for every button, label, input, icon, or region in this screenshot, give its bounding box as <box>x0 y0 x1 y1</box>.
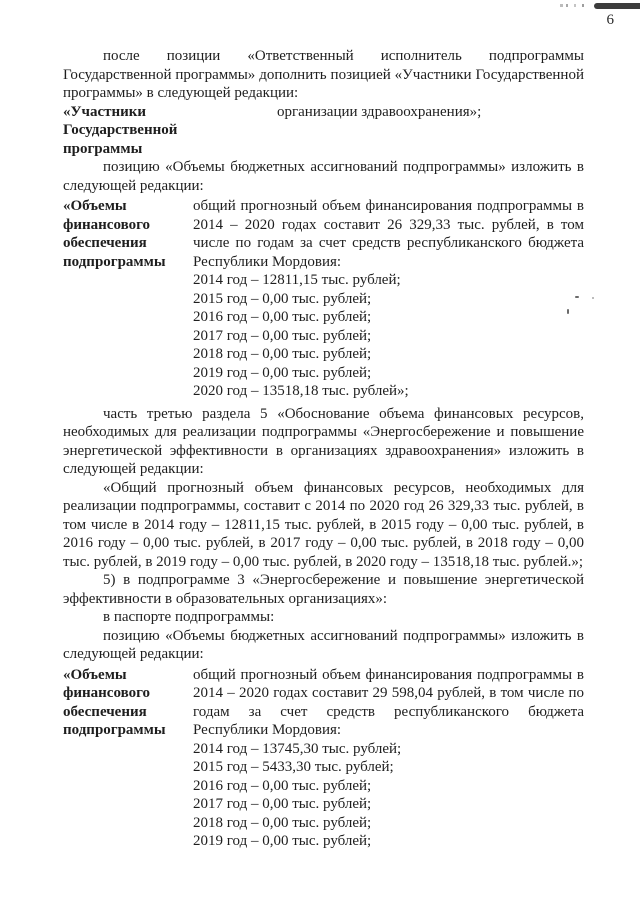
year-line: 2020 год – 13518,18 тыс. рублей»; <box>193 383 409 399</box>
year-line: 2017 год – 0,00 тыс. рублей; <box>193 327 372 344</box>
paragraph-after-position: после позиции «Ответственный исполнитель подпрограммы Государственной программы» дополнить позицией «Участники Государственной программы» в следующей редакции: <box>63 48 584 101</box>
scan-artifact-icon <box>594 3 640 9</box>
paragraph-position-budget-2: позицию «Объемы бюджетных ассигнований подпрограммы» изложить в следующей редакции: <box>63 627 584 662</box>
volumes-intro-2: общий прогнозный объем финансирования подпрограммы в 2014 – 2020 годах составит 29 598,04 рублей, в том числе по годам за счет средств республиканского бюджета Республики Мордовия: <box>193 666 584 738</box>
volumes-intro-1: общий прогнозный объем финансирования подпрограммы в 2014 – 2020 годах составит 26 329,33 тыс. рублей, в том числе по годам за счет средств республиканского бюджета Республики Мордовия: <box>193 198 584 270</box>
paragraph-passport: в паспорте подпрограммы: <box>103 609 275 625</box>
paragraph-position-budget-1: позицию «Объемы бюджетных ассигнований подпрограммы» изложить в следующей редакции: <box>63 159 584 194</box>
passport-label-volumes-2: «Объемы финансового обеспечения подпрограммы <box>63 666 166 738</box>
year-line: 2018 год – 0,00 тыс. рублей; <box>193 814 372 831</box>
page-number: 6 <box>606 12 614 28</box>
year-line: 2016 год – 0,00 тыс. рублей; <box>193 309 372 325</box>
passport-row-participants <box>63 103 584 159</box>
passport-value-volumes-2 <box>193 666 584 851</box>
passport-label-volumes-1: «Объемы финансового обеспечения подпрограммы <box>63 198 166 270</box>
passport-label-participants: «Участники Государственной программы <box>63 103 178 157</box>
scan-speck-icon <box>592 297 594 299</box>
year-line: 2019 год – 0,00 тыс. рублей; <box>193 364 372 381</box>
passport-row-volumes-2 <box>63 666 584 851</box>
passport-value-volumes-1 <box>193 197 584 401</box>
year-line: 2019 год – 0,00 тыс. рублей; <box>193 833 372 849</box>
year-line: 2018 год – 0,00 тыс. рублей; <box>193 346 372 362</box>
year-line: 2014 год – 13745,30 тыс. рублей; <box>193 740 402 757</box>
year-line: 2016 год – 0,00 тыс. рублей; <box>193 777 372 794</box>
year-line: 2015 год – 0,00 тыс. рублей; <box>193 290 372 307</box>
paragraph-section-5-amend: часть третью раздела 5 «Обоснование объема финансовых ресурсов, необходимых для реализации подпрограммы «Энергосбережение и повышение энергетической эффективности в организациях здравоохранения» изложить в следующей редакции: <box>63 405 584 477</box>
year-line: 2015 год – 5433,30 тыс. рублей; <box>193 759 394 775</box>
year-line: 2017 год – 0,00 тыс. рублей; <box>193 796 372 812</box>
passport-value-participants: организации здравоохранения»; <box>277 103 482 120</box>
paragraph-subprogram-3: 5) в подпрограмме 3 «Энергосбережение и повышение энергетической эффективности в образовательных организациях»: <box>63 572 584 607</box>
passport-row-volumes-1 <box>63 197 584 401</box>
document-text-block <box>63 47 584 851</box>
year-line: 2014 год – 12811,15 тыс. рублей; <box>193 272 401 288</box>
paragraph-total-forecast: «Общий прогнозный объем финансовых ресурсов, необходимых для реализации подпрограммы, составит с 2014 по 2020 год 26 329,33 тыс. рублей, в том числе в 2014 году – 12811,15 тыс. рублей, в 2015 году – 0,00 тыс. рублей, в 2016 году – 0,00 тыс. рублей, в 2017 году – 0,00 тыс. рублей, в 2018 году – 0,00 тыс. рублей, в 2019 году – 0,00 тыс. рублей, в 2020 году – 13518,18 тыс. рублей.»; <box>63 479 584 570</box>
